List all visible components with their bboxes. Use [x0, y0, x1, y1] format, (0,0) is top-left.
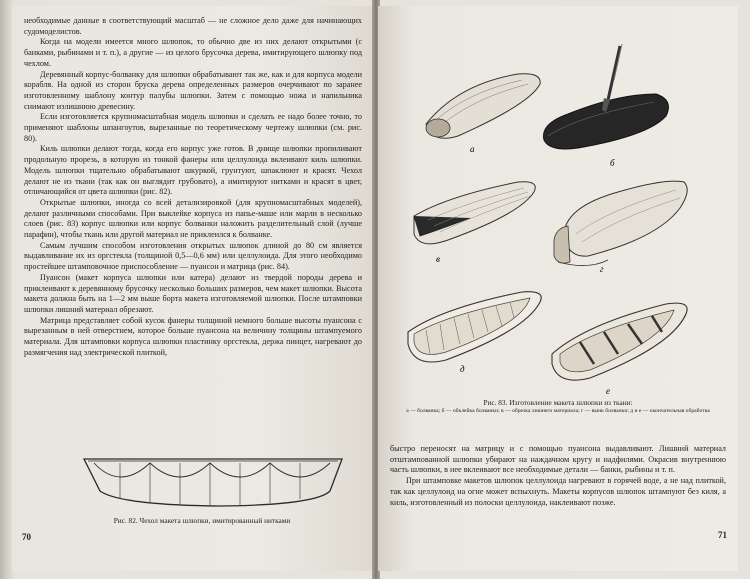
fig83-label-b: б	[610, 158, 615, 168]
fig83-label-g: г	[600, 264, 604, 274]
fig83-boat-b	[538, 44, 678, 154]
fig83-label-v: в	[436, 254, 440, 264]
fig83-boat-e	[546, 292, 696, 392]
paragraph: Самым лучшим способом изготовления открытых шлюпок длиной до 80 см является выдавливание их из оргстекла (толщиной 0,5—0,6 мм) или целлулоида. Для этого необходимо простейшее штамповочное приспособление — пуансон и матрица (рис. 84).	[24, 240, 362, 272]
fig82-caption: Рис. 82. Чехол макета шлюпки, имитированный нитками	[113, 516, 291, 525]
fig83-boat-v	[408, 174, 548, 254]
paragraph: Открытые шлюпки, иногда со всей детализировкой (для крупномасштабных моделей), делают различными способами. При выклейке корпуса из папье-маше или марли в несколько слоев (рис. 83) корпус шлюпки или корпус болванки наложить разделительный слой (лучше парафин), чтобы ткань или другой материал не приклеился к болванке.	[24, 197, 362, 240]
fig83-boat-g	[548, 166, 698, 276]
paragraph: Если изготовляется крупномасштабная модель шлюпки и сделать ее надо более точно, то применяют шаблоны шпангоутов, вырезанные по теоретическому чертежу шлюпки (см. рис. 80).	[24, 112, 362, 143]
fig83-boat-a	[418, 64, 548, 144]
paragraph: необходимые данные в соответствующий масштаб — не сложное дело даже для начинающих судомоделистов.	[24, 16, 362, 36]
fig83-caption: Рис. 83. Изготовление макета шлюпки из ткани:	[483, 398, 633, 407]
paragraph: При штамповке макетов шлюпок целлулоида нагревают в горячей воде, а не над плиткой, так как целлулоид на огне может вспыхнуть. Макеты корпусов шлюпок штампуют без киля, а киль, изготовленный из полоски целлулоида, наклеивают позже.	[390, 476, 726, 507]
paragraph: Пуансон (макет корпуса шлюпки или катера) делают из твердой породы дерева и приклеивают к деревянному брусочку несколько больших размеров, чем макет шлюпки. Высота макета должна быть на 1—2 мм выше борта макета изготовляемой шлюпки. После штамповки шлюпки лишний материал обрезают.	[24, 272, 362, 314]
paragraph: Матрица представляет собой кусок фанеры толщиной немного больше высоты пуансона с вырезанным в ней отверстием, которое больше пуансона на величину толщины штампуемого материала. Для штамповки корпуса шлюпки пластинку оргстекла, держа пинцет, нагревают до размягчения над электрической плиткой,	[24, 315, 362, 357]
paragraph: быстро переносят на матрицу и с помощью пуансона выдавливают. Лишний материал отштампованной шлюпки убирают на наждачном кругу и надфилями. Окрасив внутреннюю часть шлюпки, в нее вклеивают все необходимые детали — банки, рыбины и т. п.	[390, 444, 726, 475]
boat-cover-figure	[80, 451, 350, 513]
fig83-label-e: е	[606, 386, 610, 396]
right-page	[378, 6, 738, 571]
fig83-label-a: а	[470, 144, 475, 154]
left-page	[12, 6, 374, 571]
left-page-number: 70	[22, 532, 31, 542]
right-page-text	[390, 444, 726, 508]
fig83-legend: а — болванка; б — обклейка болванки; в — обрезка лишнего материала; г — вынк болванки; д и е — окончательная обработка	[406, 408, 710, 414]
fig83-boat-d	[402, 284, 552, 374]
left-page-text	[24, 16, 362, 359]
paragraph: Когда на модели имеется много шлюпок, то обычно две из них делают открытыми (с банками, рыбинами и т. п.), а другие — из целого брусочка дерева, имитирующего шлюпку под чехлом.	[24, 37, 362, 68]
fig83-label-d: д	[460, 364, 465, 374]
right-page-number: 71	[718, 530, 727, 540]
paragraph: Киль шлюпки делают тогда, когда его корпус уже готов. В днище шлюпки пропиливают продольную прорезь, в которую из тонкой фанеры или целлулоида вклеивают киль шлюпки. Модель шлюпки тщательно обрабатывают шкуркой, грунтуют, шпаклюют и красят. Чехол делают не из ткани (так как он выглядит грубовато), а имитируют нитками и красят в цвет, отличающийся от цвета шлюпки (рис. 82).	[24, 144, 362, 197]
paragraph: Деревянный корпус-болванку для шлюпки обрабатывают так же, как и для корпуса модели корабля. На одной из сторон бруска дерева определенных размеров очерчивают по заранее изготовленному шаблону контур палубы шлюпки. Затем с помощью ножа и напильника снимают излишнюю древесину.	[24, 69, 362, 111]
